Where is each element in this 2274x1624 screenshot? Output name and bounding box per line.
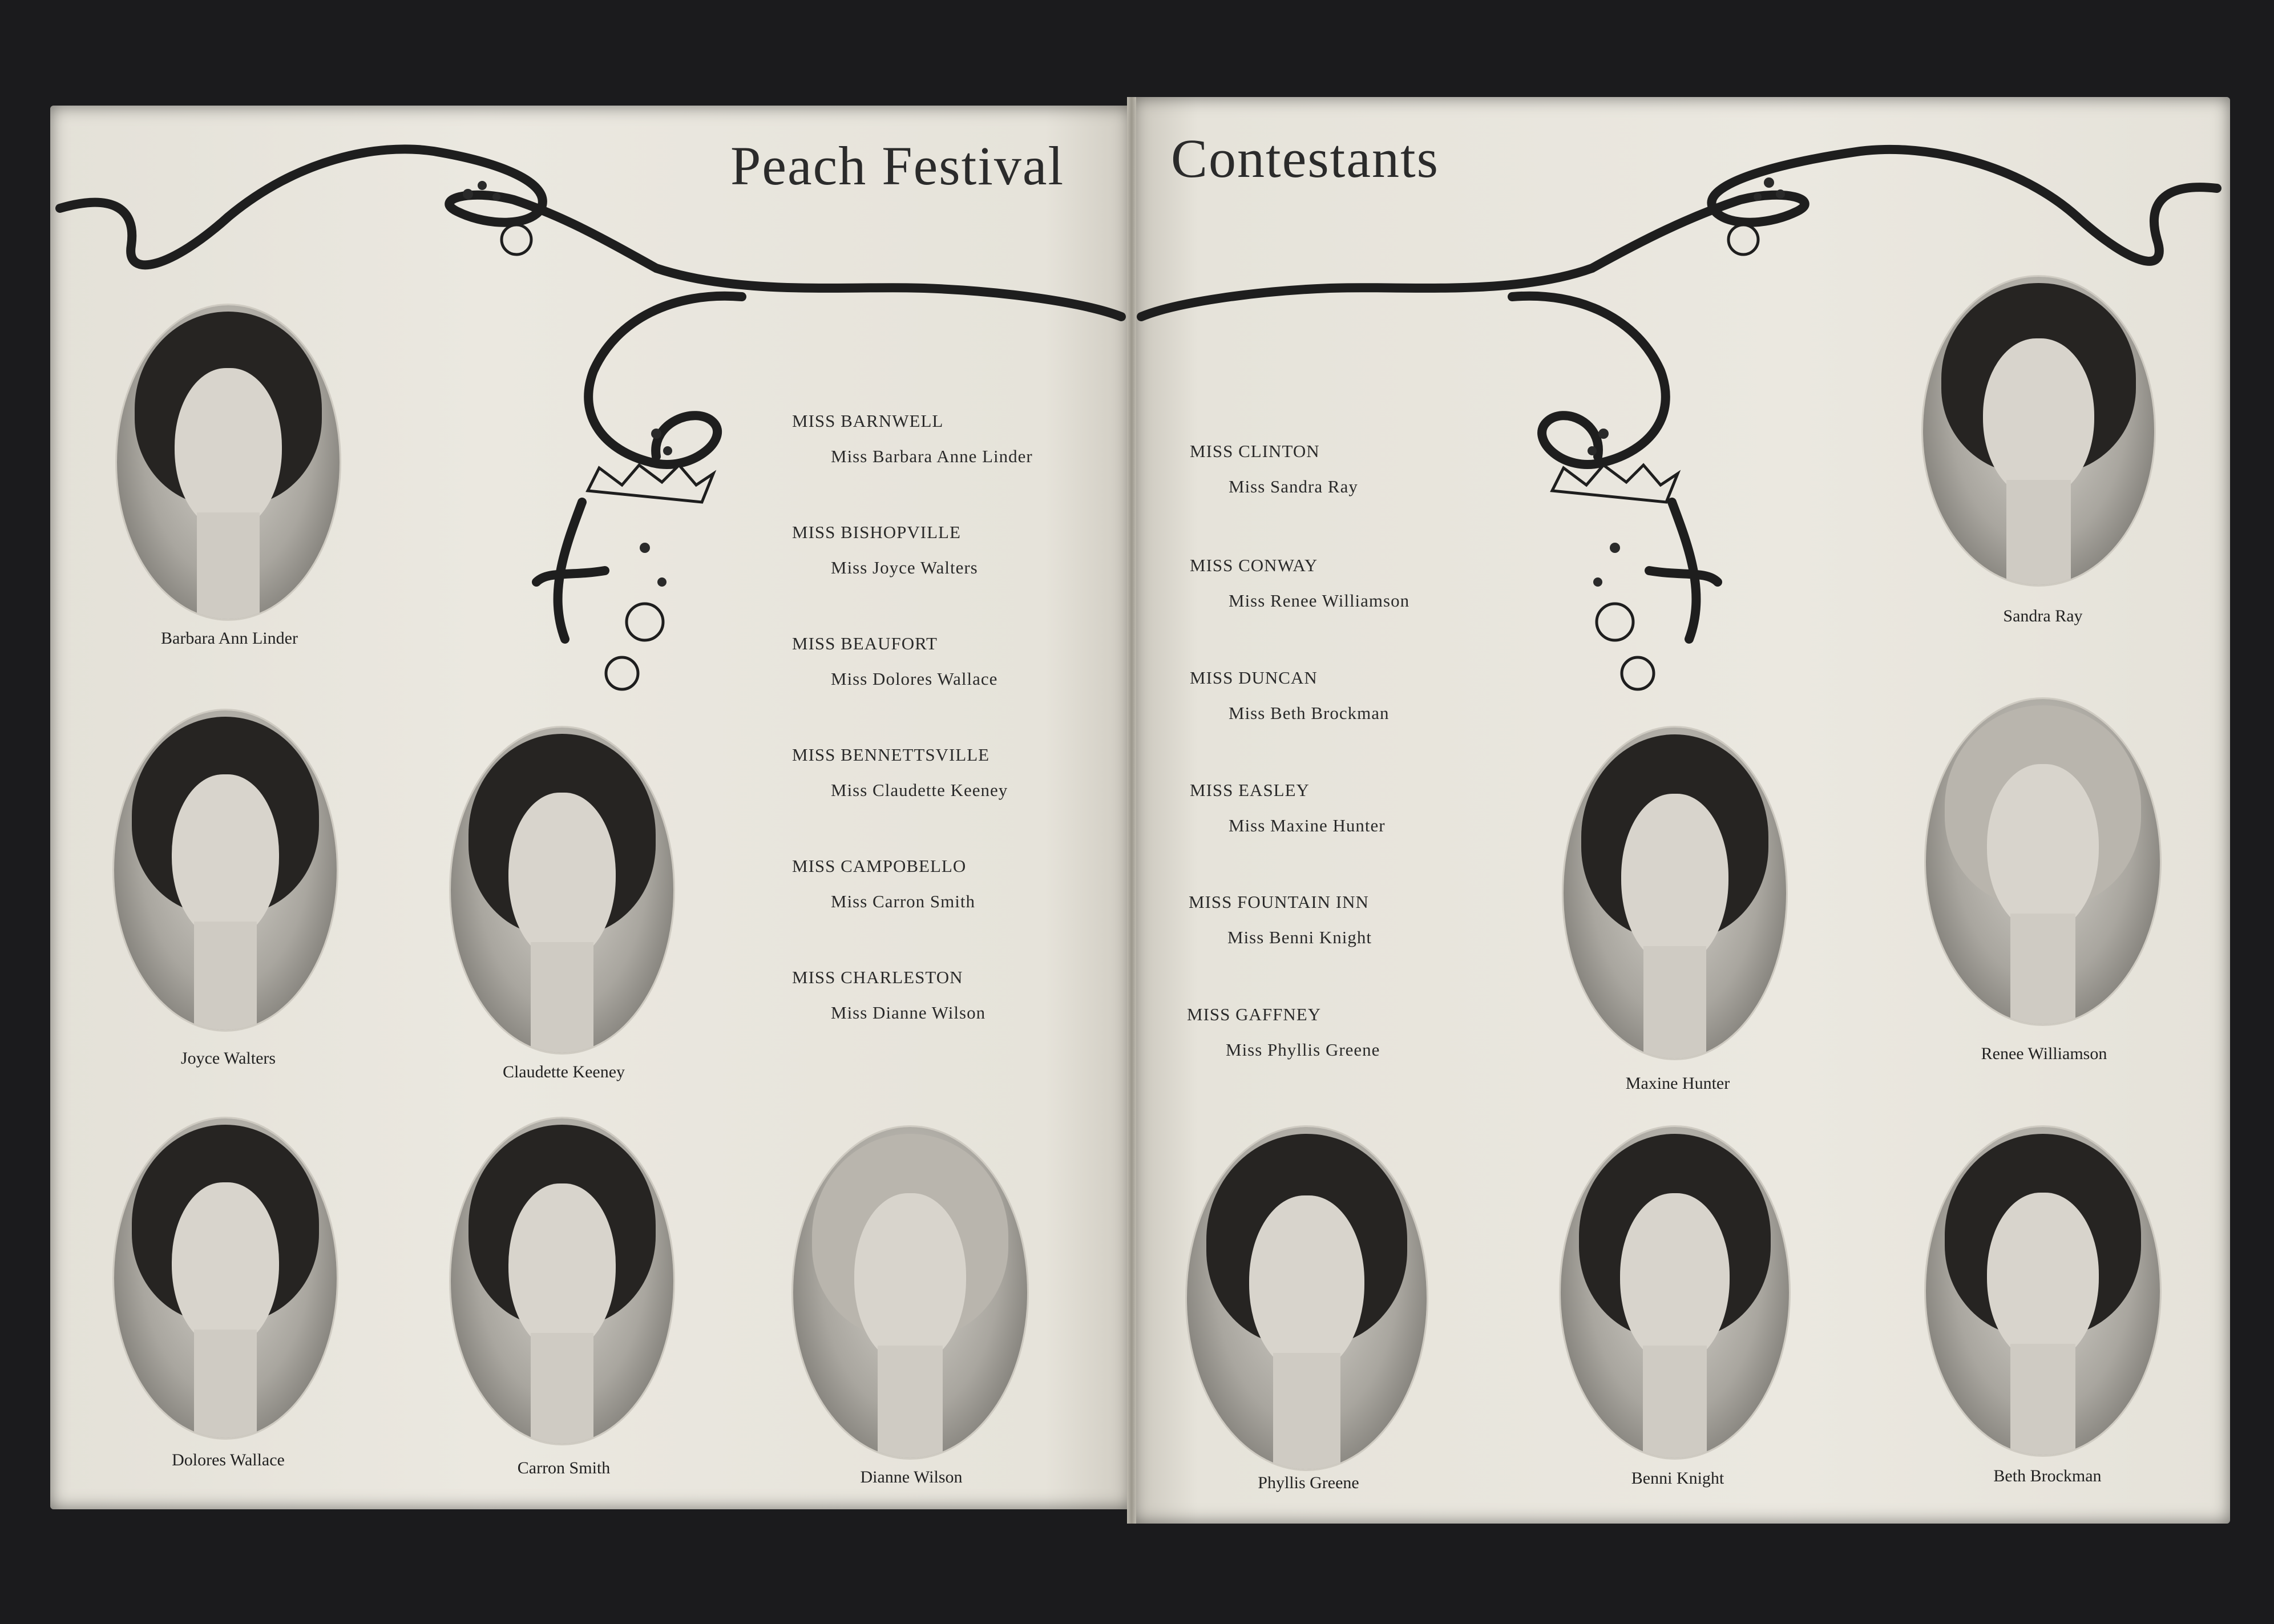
contestant-name: Miss Carron Smith [831, 891, 975, 911]
portrait-photo [451, 1118, 673, 1444]
portrait-photo [1187, 1127, 1427, 1469]
contestant-name: Miss Joyce Walters [831, 558, 978, 577]
heading-right: Contestants [1171, 128, 1439, 189]
portrait-caption: Claudette Keeney [502, 1063, 625, 1081]
contestant-name: Miss Sandra Ray [1229, 476, 1358, 496]
portrait-photo [114, 1118, 337, 1438]
portrait-caption: Sandra Ray [2003, 607, 2083, 625]
book-gutter [1127, 97, 1136, 1524]
portrait-caption: Phyllis Greene [1258, 1473, 1359, 1492]
contestant-town: MISS DUNCAN [1190, 668, 1318, 688]
contestant-entry [792, 967, 985, 1023]
contestant-name: Miss Dianne Wilson [831, 1003, 986, 1023]
portrait-photo [117, 305, 340, 619]
contestant-town: MISS GAFFNEY [1187, 1004, 1322, 1024]
portrait-photo [1564, 728, 1786, 1059]
portrait-photo [1923, 277, 2154, 585]
contestant-entry [1189, 892, 1372, 948]
contestant-town: MISS CAMPOBELLO [792, 856, 967, 876]
contestant-name: Miss Beth Brockman [1229, 703, 1390, 723]
contestant-name: Miss Phyllis Greene [1226, 1040, 1380, 1060]
portrait-photo [1926, 1127, 2160, 1455]
portrait-caption: Dianne Wilson [860, 1468, 963, 1486]
contestant-town: MISS CONWAY [1190, 555, 1318, 575]
contestant-name: Miss Benni Knight [1227, 927, 1372, 947]
contestant-town: MISS FOUNTAIN INN [1189, 892, 1369, 912]
portrait-caption: Beth Brockman [1993, 1467, 2102, 1485]
contestant-town: MISS CLINTON [1190, 441, 1320, 461]
contestant-entry [1190, 441, 1358, 497]
portrait-photo [114, 710, 337, 1030]
portrait-photo [451, 728, 673, 1053]
contestant-town: MISS BISHOPVILLE [792, 522, 961, 542]
contestant-entry [792, 745, 1008, 801]
contestant-entry [1190, 555, 1409, 611]
contestant-entry [792, 522, 978, 578]
contestant-name: Miss Dolores Wallace [831, 669, 998, 689]
portrait-caption: Maxine Hunter [1625, 1074, 1730, 1093]
contestant-entry [1187, 1004, 1380, 1060]
portrait-caption: Joyce Walters [180, 1049, 276, 1068]
contestant-name: Miss Renee Williamson [1229, 591, 1410, 611]
contestant-town: MISS BENNETTSVILLE [792, 745, 990, 765]
contestant-entry [1190, 780, 1386, 836]
contestant-entry [792, 633, 997, 689]
portrait-photo [1561, 1127, 1789, 1458]
portrait-photo [793, 1127, 1027, 1458]
contestant-town: MISS CHARLESTON [792, 967, 963, 987]
portrait-caption: Dolores Wallace [172, 1451, 285, 1469]
portrait-photo [1926, 699, 2160, 1024]
portrait-caption: Barbara Ann Linder [161, 629, 298, 648]
heading-left: Peach Festival [730, 135, 1065, 196]
contestant-town: MISS BARNWELL [792, 411, 944, 431]
portrait-caption: Benni Knight [1631, 1469, 1724, 1488]
contestant-name: Miss Maxine Hunter [1229, 815, 1386, 835]
contestant-entry [792, 856, 975, 912]
portrait-caption: Renee Williamson [1981, 1044, 2107, 1063]
contestant-entry [792, 411, 1033, 467]
contestant-town: MISS BEAUFORT [792, 633, 938, 653]
contestant-name: Miss Barbara Anne Linder [831, 446, 1033, 466]
portrait-caption: Carron Smith [517, 1459, 611, 1477]
contestant-town: MISS EASLEY [1190, 780, 1310, 800]
contestant-entry [1190, 668, 1390, 724]
contestant-name: Miss Claudette Keeney [831, 780, 1008, 800]
